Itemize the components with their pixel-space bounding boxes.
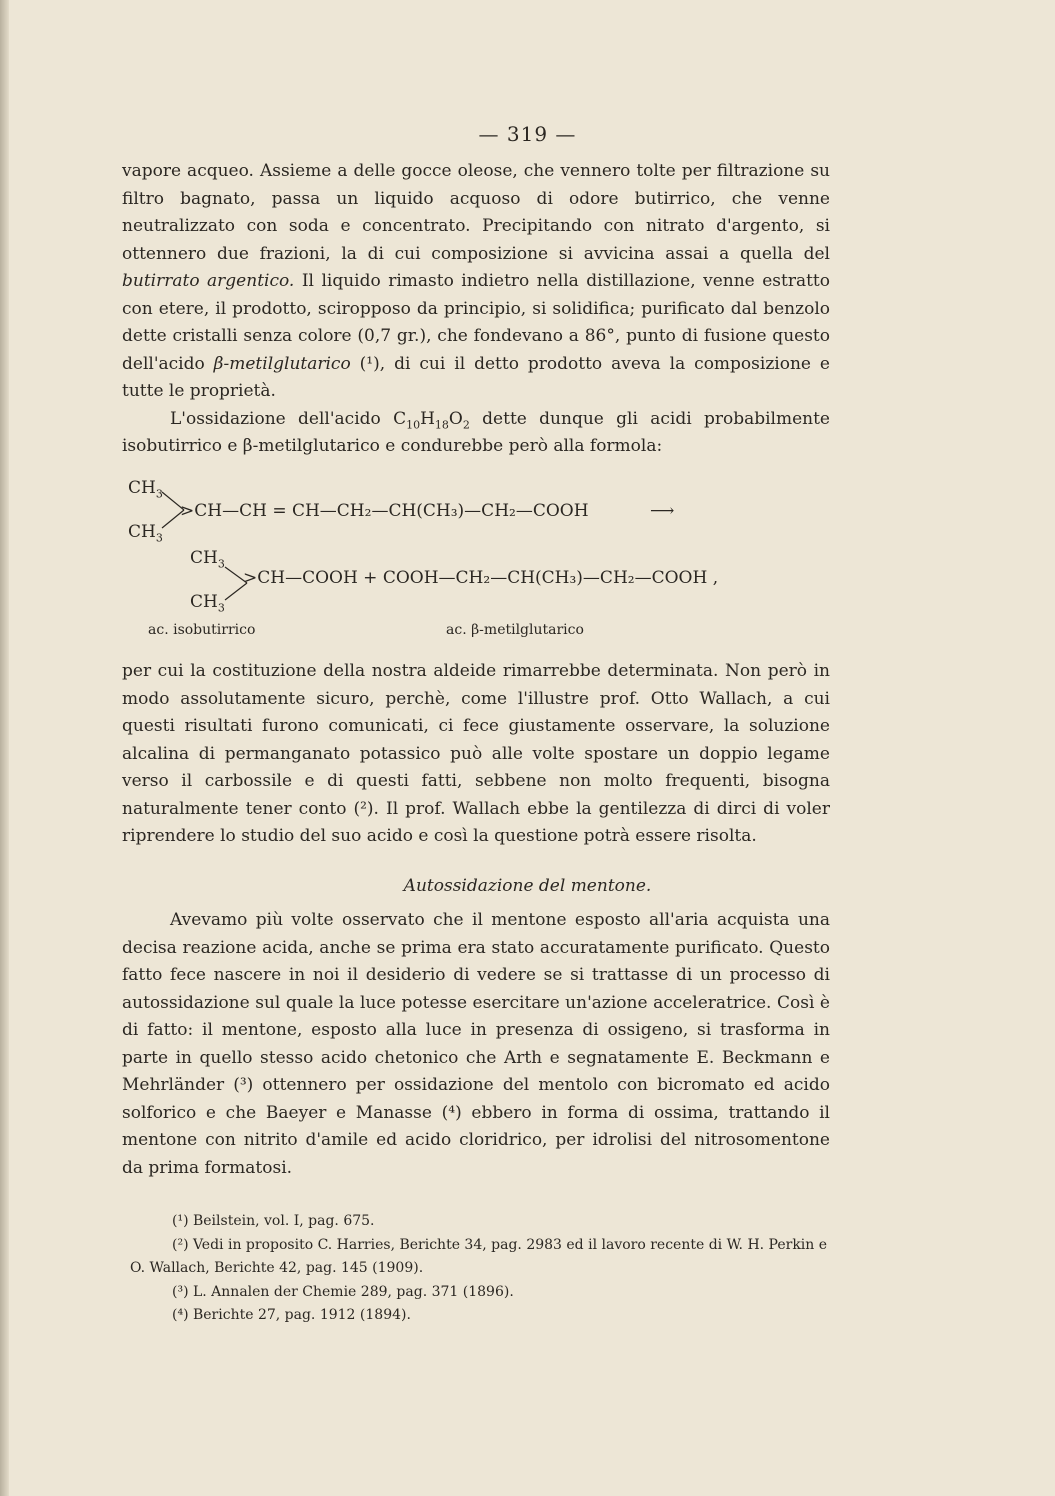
chemical-formula: [122, 470, 842, 650]
footnote-3: (³) L. Annalen der Chemie 289, pag. 371 (1896).: [172, 1283, 514, 1300]
para2-sub-2: 2: [462, 417, 470, 431]
para2-o: O: [448, 408, 463, 429]
footnote-2: (²) Vedi in proposito C. Harries, Berichte 34, pag. 2983 ed il lavoro recente di W. H. Perkin e O. Wallach, Berichte 42, pag. 145 (1909).: [130, 1236, 828, 1276]
formula-line-1: >CH—CH = CH—CH₂—CH(CH₃)—CH₂—COOH: [180, 501, 589, 521]
paragraph-2: [122, 406, 830, 461]
para2-sub-18: 18: [434, 417, 449, 431]
formula-ch3-bottom-2: $CH_3$: [190, 592, 225, 615]
section-title: Autossidazione del mentone.: [403, 876, 652, 896]
label-isobutirrico: ac. isobutirrico: [148, 622, 256, 638]
footnote-4: (⁴) Berichte 27, pag. 1912 (1894).: [172, 1307, 411, 1323]
footnote-1: (¹) Beilstein, vol. I, pag. 675.: [172, 1213, 375, 1229]
label-metilglutarico: ac. β-metilglutarico: [446, 622, 584, 638]
formula-ch3-top-1: $CH_3$: [128, 478, 163, 501]
para1-text-e: (¹), di cui il detto prodotto aveva la composizione e tutte le proprietà.: [122, 353, 830, 401]
formula-line-2: >CH—COOH + COOH—CH₂—CH(CH₃)—CH₂—COOH ,: [243, 568, 719, 588]
paragraph-1: [122, 158, 830, 461]
para2-text-a: L'ossidazione dell'acido C: [170, 408, 407, 429]
para1-text-c: Il liquido rimasto indietro nella distillazione, venne estratto con etere, il prodotto, sciropposo da principio, si solidifica; purificato dal benzolo dette cristalli senza colore (0,7 gr.), che fondevano a 86°, punto di fusione questo dell'acido: [122, 271, 830, 374]
page-edge: [0, 0, 9, 1496]
formula-ch3-top-2: $CH_3$: [190, 548, 225, 571]
para2-sub-10: 10: [406, 417, 421, 431]
paragraph-4: Avevamo più volte osservato che il mentone esposto all'aria acquista una decisa reazione acida, anche se prima era stato accuratamente purificato. Questo fatto fece nascere in noi il desiderio di vedere se si trattasse di un processo di autossidazione sul quale la luce potesse esercitare un'azione acceleratrice. Così è di fatto: il mentone, esposto alla luce in presenza di ossigeno, si trasforma in parte in quello stesso acido chetonico che Arth e segnatamente E. Beckmann e Mehrländer (³) ottennero per ossidazione del mentolo con bicromato ed acido solforico e che Baeyer e Manasse (⁴) ebbero in forma di ossima, trattando il mentone con nitrito d'amile ed acido cloridrico, per idrolisi del nitrosomentone da prima formatosi.: [122, 910, 830, 1178]
para2-h: H: [420, 408, 435, 429]
para1-text-a: vapore acqueo. Assieme a delle gocce oleose, che vennero tolte per filtrazione su filtro bagnato, passa un liquido acquoso di odore butirrico, che venne neutralizzato con soda e concentrato. Precipitando con nitrato d'argento, si ottennero due frazioni, la di cui composizione si avvicina assai a quella del: [122, 161, 830, 264]
page-number: — 319 —: [478, 122, 577, 146]
para1-italic-metilglutarico: β-metilglutarico: [213, 353, 351, 374]
para2-text-b: dette dunque gli acidi probabilmente isobutirrico e β-metilglutarico e condurebbe però alla formola:: [122, 408, 830, 456]
para1-italic-butirrato: butirrato argentico.: [122, 271, 295, 291]
footnotes: [130, 1210, 830, 1328]
formula-arrow: ⟶: [650, 501, 675, 521]
formula-ch3-bottom-1: $CH_3$: [128, 522, 163, 545]
paragraph-3: per cui la costituzione della nostra aldeide rimarrebbe determinata. Non però in modo assolutamente sicuro, perchè, come l'illustre prof. Otto Wallach, a cui questi risultati furono comunicati, ci fece giustamente osservare, la soluzione alcalina di permanganato potassico può alle volte spostare un doppio legame verso il carbossile e di questi fatti, sebbene non molto frequenti, bisogna naturalmente tener conto (²). Il prof. Wallach ebbe la gentilezza di dirci di voler riprendere lo studio del suo acido e così la questione potrà essere risolta.: [122, 661, 830, 846]
